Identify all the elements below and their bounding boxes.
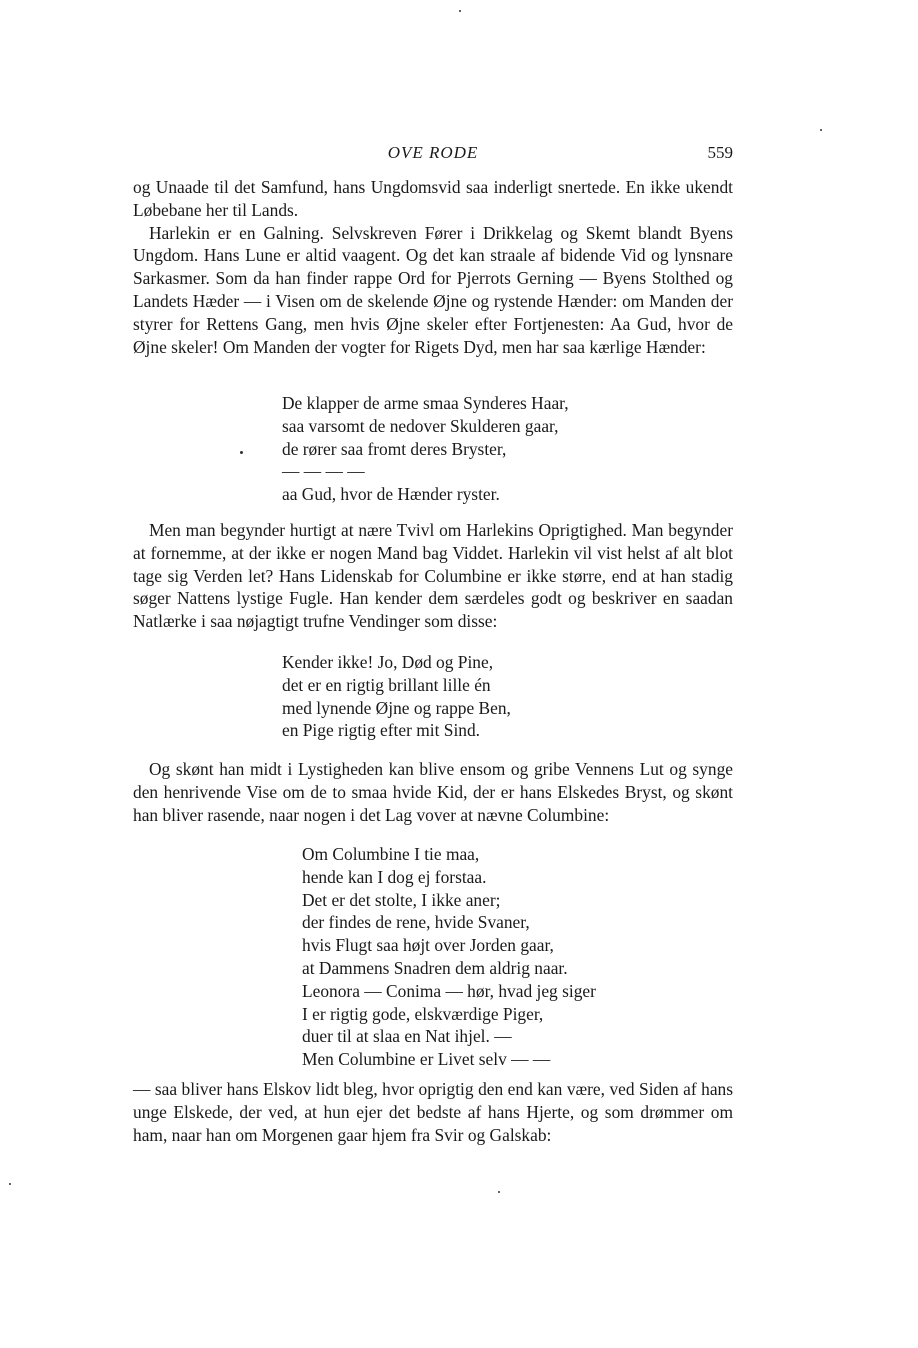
prose-block-1 bbox=[133, 176, 733, 358]
verse-ellipsis-dashes: — — — — bbox=[282, 461, 365, 482]
scan-speck bbox=[498, 1191, 500, 1193]
prose-block-3 bbox=[133, 758, 733, 826]
verse-line: en Pige rigtig efter mit Sind. bbox=[282, 720, 481, 741]
verse-line: hvis Flugt saa højt over Jorden gaar, bbox=[302, 935, 554, 956]
verse-line: I er rigtig gode, elskværdige Piger, bbox=[302, 1003, 544, 1024]
paragraph-elskov: — saa bliver hans Elskov lidt bleg, hvor oprigtig den end kan være, ved Siden af hans unge Elskede, der ved, at hun ejer det bedste af hans Hjerte, og som drømmer om ham, naar han om Morgenen gaar hjem fra Svir og Galskab: bbox=[133, 1079, 733, 1145]
scan-speck bbox=[9, 1183, 11, 1185]
paragraph-lystigheden: Og skønt han midt i Lystigheden kan blive ensom og gribe Vennens Lut og synge den henrivende Vise om de to smaa hvide Kid, der er hans Elskedes Bryst, og skønt han bliver rasende, naar nogen i det Lag vover at nævne Columbine: bbox=[133, 759, 733, 825]
paragraph-tvivl: Men man begynder hurtigt at nære Tvivl om Harlekins Oprigtighed. Man begynder at fornemme, at der ikke er nogen Mand bag Viddet. Harlekin vil vist helst af alt blot tage sig Verden let? Hans Lidenskab for Columbine er ikke større, end at han stadig søger Nattens lystige Fugle. Han kender dem særdeles godt og beskriver en saadan Natlærke i saa nøjagtigt trufne Vendinger som disse: bbox=[133, 520, 733, 632]
verse-line: det er en rigtig brillant lille én bbox=[282, 674, 491, 695]
prose-block-4 bbox=[133, 1078, 733, 1146]
verse-line: aa Gud, hvor de Hænder ryster. bbox=[282, 484, 500, 505]
prose-block-2 bbox=[133, 519, 733, 633]
paragraph-opening: og Unaade til det Samfund, hans Ungdomsvid saa inderligt snertede. En ikke ukendt Løbebane her til Lands. bbox=[133, 177, 733, 220]
verse-line: de rører saa fromt deres Bryster, bbox=[282, 438, 507, 459]
verse-block-3 bbox=[302, 843, 596, 1071]
scan-speck bbox=[240, 451, 243, 454]
page-number: 559 bbox=[707, 143, 733, 162]
verse-line: duer til at slaa en Nat ihjel. — bbox=[302, 1026, 512, 1047]
running-header bbox=[133, 143, 733, 165]
verse-line: Men Columbine er Livet selv — — bbox=[302, 1049, 551, 1070]
verse-line: der findes de rene, hvide Svaner, bbox=[302, 912, 530, 933]
verse-line: saa varsomt de nedover Skulderen gaar, bbox=[282, 415, 559, 436]
verse-line: hende kan I dog ej forstaa. bbox=[302, 866, 487, 887]
verse-line: med lynende Øjne og rappe Ben, bbox=[282, 697, 511, 718]
paragraph-harlekin: Harlekin er en Galning. Selvskreven Fører i Drikkelag og Skemt blandt Byens Ungdom. Hans Lune er altid vaagent. Og det kan straale af bidende Vid og lynsnare Sarkasmer. Som da han finder rappe Ord for Pjerrots Gerning — Byens Stolthed og Landets Hæder — i Visen om de skelende Øjne og rystende Hænder: om Manden der styrer for Rettens Gang, men hvis Øjne skeler efter Fortjenesten: Aa Gud, hvor de Øjne skeler! Om Manden der vogter for Rigets Dyd, men har saa kærlige Hænder: bbox=[133, 222, 733, 357]
verse-block-2 bbox=[282, 651, 511, 742]
scan-speck bbox=[820, 129, 822, 131]
verse-line: at Dammens Snadren dem aldrig naar. bbox=[302, 957, 568, 978]
verse-line: De klapper de arme smaa Synderes Haar, bbox=[282, 393, 569, 413]
verse-line: Kender ikke! Jo, Død og Pine, bbox=[282, 652, 494, 672]
running-title: OVE RODE bbox=[387, 143, 479, 162]
verse-line: Leonora — Conima — hør, hvad jeg siger bbox=[302, 980, 596, 1001]
verse-line: Det er det stolte, I ikke aner; bbox=[302, 889, 501, 910]
verse-block-1 bbox=[282, 392, 569, 506]
scan-speck bbox=[459, 10, 461, 12]
verse-line: Om Columbine I tie maa, bbox=[302, 844, 480, 864]
